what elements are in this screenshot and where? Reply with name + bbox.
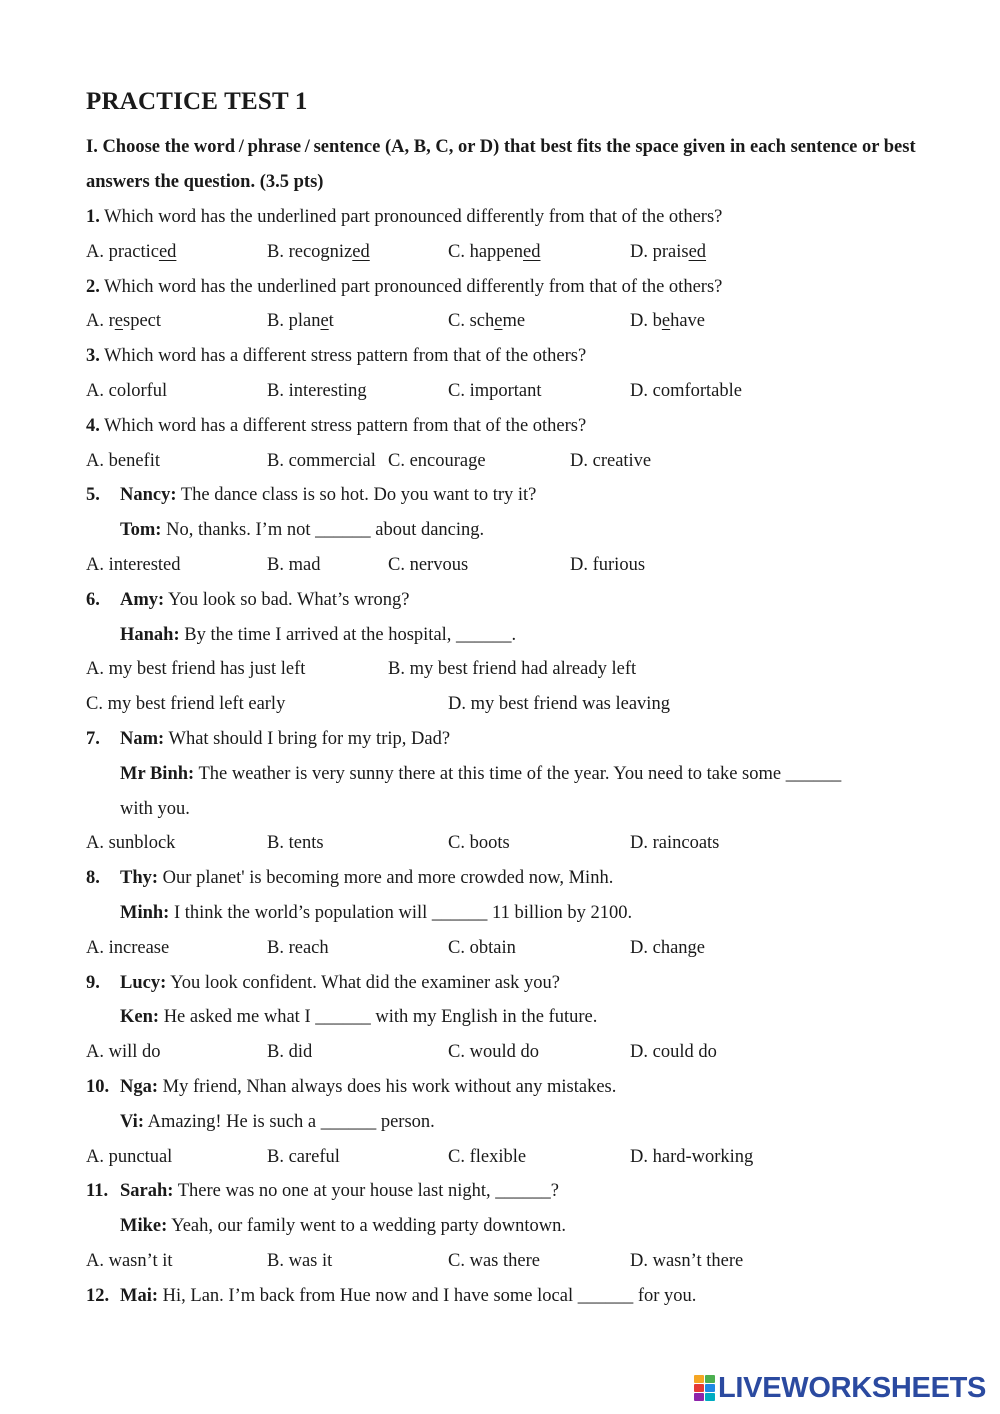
question-number: 5. [86,485,100,506]
question-12 [86,1279,926,1314]
dialogue-text: You look confident. What did the examiner ask you? [166,972,560,993]
question-number: 10. [86,1076,110,1097]
option-d[interactable]: D. wasn’t there [630,1250,744,1271]
speaker: Amy: [120,589,165,610]
option-c[interactable]: C. my best friend left early [86,694,286,715]
brand-name: LIVEWORKSHEETS [718,1371,987,1404]
options-7 [86,826,926,861]
option-c[interactable]: C. boots [448,833,510,854]
option-c[interactable]: C. important [448,380,542,401]
option-b[interactable]: B. planet [267,311,334,332]
dialogue-text: By the time I arrived at the hospital, ______. [179,624,517,645]
dialogue-text: What should I bring for my trip, Dad? [164,728,451,749]
speaker: Vi: [120,1111,144,1132]
question-4 [86,409,926,444]
question-5 [86,478,926,513]
dialogue-text: He asked me what I ______ with my English in the future. [159,1007,598,1028]
option-c[interactable]: C. would do [448,1042,539,1063]
speaker: Ken: [120,1007,160,1028]
worksheet-page [86,86,926,1314]
dialogue-text: There was no one at your house last night, ______? [173,1181,559,1202]
speaker: Thy: [120,868,159,889]
option-b[interactable]: B. tents [267,833,324,854]
option-b[interactable]: B. was it [267,1250,333,1271]
question-number: 11. [86,1181,109,1202]
question-text: Which word has a different stress pattern from that of the others? [104,415,587,436]
option-a[interactable]: A. practiced [86,241,177,262]
dialogue-text: The weather is very sunny there at this time of the year. You need to take some ______ [194,763,842,784]
option-d[interactable]: D. furious [570,554,646,575]
option-c[interactable]: C. nervous [388,554,469,575]
option-d[interactable]: D. raincoats [630,833,720,854]
dialogue-text: Our planet' is becoming more and more crowded now, Minh. [158,868,614,889]
dialogue-text: Hi, Lan. I’m back from Hue now and I have some local ______ for you. [158,1285,697,1306]
question-11 [86,1174,926,1209]
option-d[interactable]: D. could do [630,1042,717,1063]
speaker: Tom: [120,520,162,541]
option-a[interactable]: A. benefit [86,450,160,471]
speaker: Mr Binh: [120,763,195,784]
options-5 [86,548,926,583]
option-c[interactable]: C. encourage [388,450,486,471]
speaker: Lucy: [120,972,167,993]
option-a[interactable]: A. wasn’t it [86,1250,173,1271]
option-b[interactable]: B. my best friend had already left [388,659,637,680]
option-c[interactable]: C. happened [448,241,541,262]
option-c[interactable]: C. scheme [448,311,526,332]
dialogue-reply [86,757,926,792]
option-b[interactable]: B. careful [267,1146,340,1167]
question-number: 8. [86,868,100,889]
speaker: Minh: [120,902,170,923]
option-d[interactable]: D. behave [630,311,706,332]
dialogue-text: My friend, Nhan always does his work without any mistakes. [158,1076,617,1097]
option-b[interactable]: B. mad [267,554,321,575]
option-a[interactable]: A. my best friend has just left [86,659,306,680]
option-b[interactable]: B. did [267,1042,313,1063]
question-number: 2. [86,276,100,297]
option-a[interactable]: A. sunblock [86,833,176,854]
live-grid-icon [694,1375,714,1401]
options-2 [86,304,926,339]
question-number: 7. [86,728,100,749]
question-7 [86,722,926,757]
option-d[interactable]: D. my best friend was leaving [448,694,670,715]
options-8 [86,931,926,966]
speaker: Nam: [120,728,165,749]
page-title: PRACTICE TEST 1 [86,88,308,115]
question-number: 12. [86,1285,110,1306]
question-text: Which word has a different stress pattern from that of the others? [104,346,587,367]
question-text: Which word has the underlined part pronounced differently from that of the others? [104,207,723,227]
question-2 [86,270,926,305]
option-b[interactable]: B. reach [267,937,329,958]
options-3 [86,374,926,409]
dialogue-reply [86,896,926,931]
dialogue-text: I think the world’s population will ______ 11 billion by 2100. [169,902,633,923]
dialogue-text: No, thanks. I’m not ______ about dancing. [161,520,485,541]
dialogue-reply [86,1000,926,1035]
dialogue-reply [86,1105,926,1140]
options-6-row-2 [86,687,926,722]
option-d[interactable]: D. praised [630,241,707,262]
options-11 [86,1244,926,1279]
question-text: Which word has the underlined part pronounced differently from that of the others? [104,276,723,297]
dialogue-text: The dance class is so hot. Do you want to try it? [176,485,537,506]
section-instruction: I. Choose the word / phrase / sentence (A, B, C, or D) that best fits the space given in each sentence or best answers the question. (3.5 pts) [86,137,916,192]
liveworksheets-logo [694,1372,986,1404]
dialogue-text: Yeah, our family went to a wedding party downtown. [167,1216,566,1237]
speaker: Mike: [120,1216,168,1237]
question-3 [86,339,926,374]
option-c[interactable]: C. flexible [448,1146,527,1167]
options-10 [86,1140,926,1175]
options-1 [86,235,926,270]
option-c[interactable]: C. was there [448,1250,540,1271]
dialogue-text: Amazing! He is such a ______ person. [143,1111,435,1132]
dialogue-continuation: with you. [120,798,190,819]
question-8 [86,861,926,896]
option-a[interactable]: A. punctual [86,1146,173,1167]
options-9 [86,1035,926,1070]
options-4 [86,444,926,479]
question-10 [86,1070,926,1105]
dialogue-reply [86,513,926,548]
option-b[interactable]: B. commercial [267,450,376,471]
dialogue-reply [86,618,926,653]
question-number: 3. [86,346,100,367]
dialogue-reply [86,1209,926,1244]
option-d[interactable]: D. comfortable [630,380,742,401]
option-d[interactable]: D. change [630,937,705,958]
option-a[interactable]: A. respect [86,311,162,332]
option-b[interactable]: B. interesting [267,380,367,401]
question-number: 4. [86,415,100,436]
speaker: Nancy: [120,485,177,506]
question-9 [86,966,926,1001]
option-a[interactable]: A. colorful [86,380,168,401]
option-d[interactable]: D. hard-working [630,1146,754,1167]
option-d[interactable]: D. creative [570,450,652,471]
option-a[interactable]: A. will do [86,1042,161,1063]
option-b[interactable]: B. recognized [267,241,370,262]
speaker: Sarah: [120,1181,174,1202]
options-6-row-1 [86,652,926,687]
question-1 [86,200,926,235]
dialogue-text: You look so bad. What’s wrong? [164,589,410,610]
question-number: 9. [86,972,100,993]
speaker: Nga: [120,1076,159,1097]
option-a[interactable]: A. interested [86,554,181,575]
question-number: 1. [86,207,100,227]
speaker: Hanah: [120,624,180,645]
speaker: Mai: [120,1285,159,1306]
question-6 [86,583,926,618]
option-a[interactable]: A. increase [86,937,170,958]
question-number: 6. [86,589,100,610]
option-c[interactable]: C. obtain [448,937,516,958]
